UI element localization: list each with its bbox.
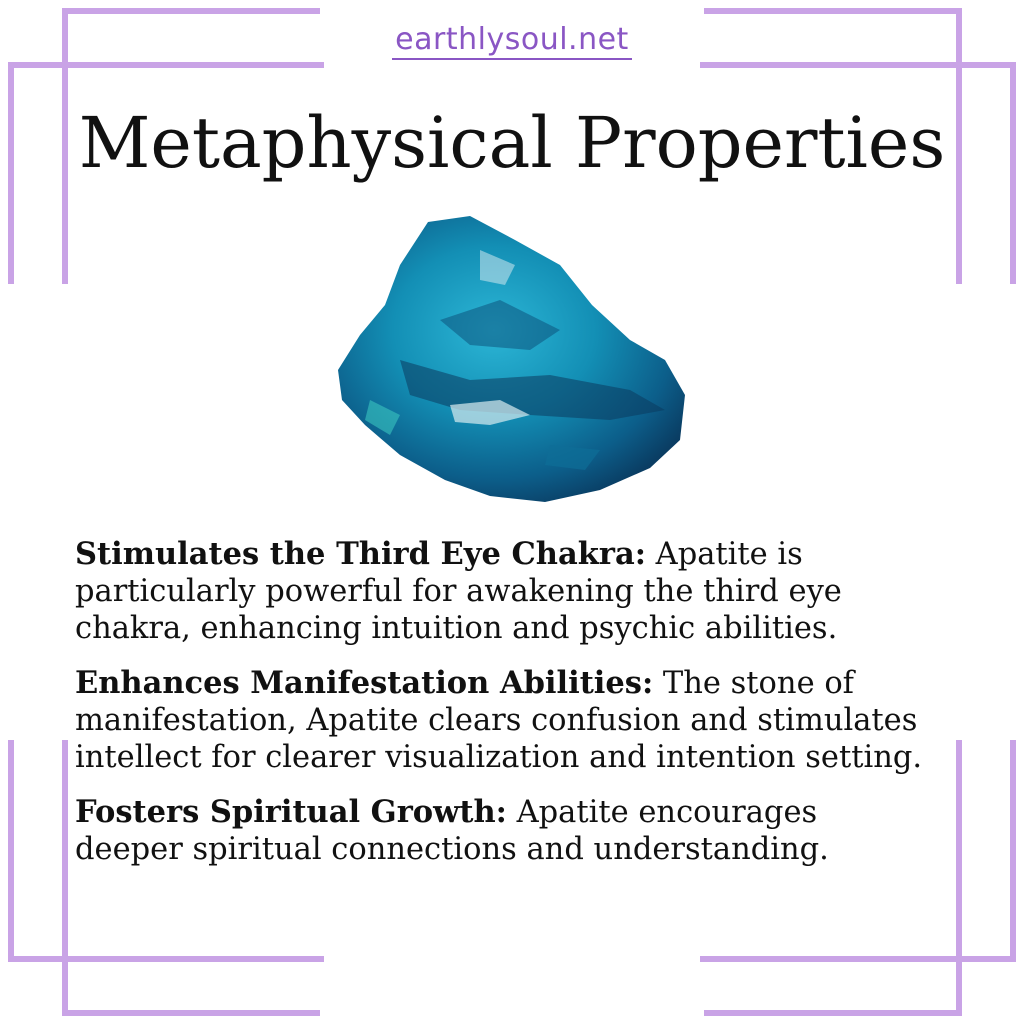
frame-bottom-left-horizontal-2 xyxy=(62,1010,320,1016)
properties-list xyxy=(75,536,925,886)
frame-bottom-left-horizontal xyxy=(8,956,324,962)
property-text: Apatite is particularly powerful for awakening the third eye chakra, enhancing intuition and psychic abilities. xyxy=(75,537,842,646)
frame-bottom-right-vertical xyxy=(1010,740,1016,962)
frame-bottom-right-horizontal-2 xyxy=(704,1010,962,1016)
frame-top-left-horizontal-2 xyxy=(8,62,324,68)
property-heading: Enhances Manifestation Abilities: xyxy=(75,665,654,701)
site-logo: earthlysoul.net xyxy=(395,22,629,57)
property-spiritual-growth xyxy=(75,794,925,868)
frame-bottom-left-vertical xyxy=(8,740,14,962)
frame-top-right-horizontal xyxy=(704,8,962,14)
frame-bottom-right-horizontal xyxy=(700,956,1016,962)
frame-bottom-left-vertical-2 xyxy=(62,740,68,1016)
property-manifestation xyxy=(75,665,925,776)
apatite-stone-image xyxy=(330,210,700,510)
property-heading: Stimulates the Third Eye Chakra: xyxy=(75,536,646,572)
logo-underline xyxy=(392,58,632,60)
frame-top-right-horizontal-2 xyxy=(700,62,1016,68)
property-text: The stone of manifestation, Apatite clears confusion and stimulates intellect for clearer visualization and intention setting. xyxy=(75,666,923,775)
property-heading: Fosters Spiritual Growth: xyxy=(75,794,507,830)
frame-bottom-right-vertical-2 xyxy=(956,740,962,1016)
property-text: Apatite encourages deeper spiritual connections and understanding. xyxy=(75,795,829,867)
frame-top-left-horizontal xyxy=(62,8,320,14)
page-title: Metaphysical Properties xyxy=(78,102,946,184)
property-third-eye xyxy=(75,536,925,647)
